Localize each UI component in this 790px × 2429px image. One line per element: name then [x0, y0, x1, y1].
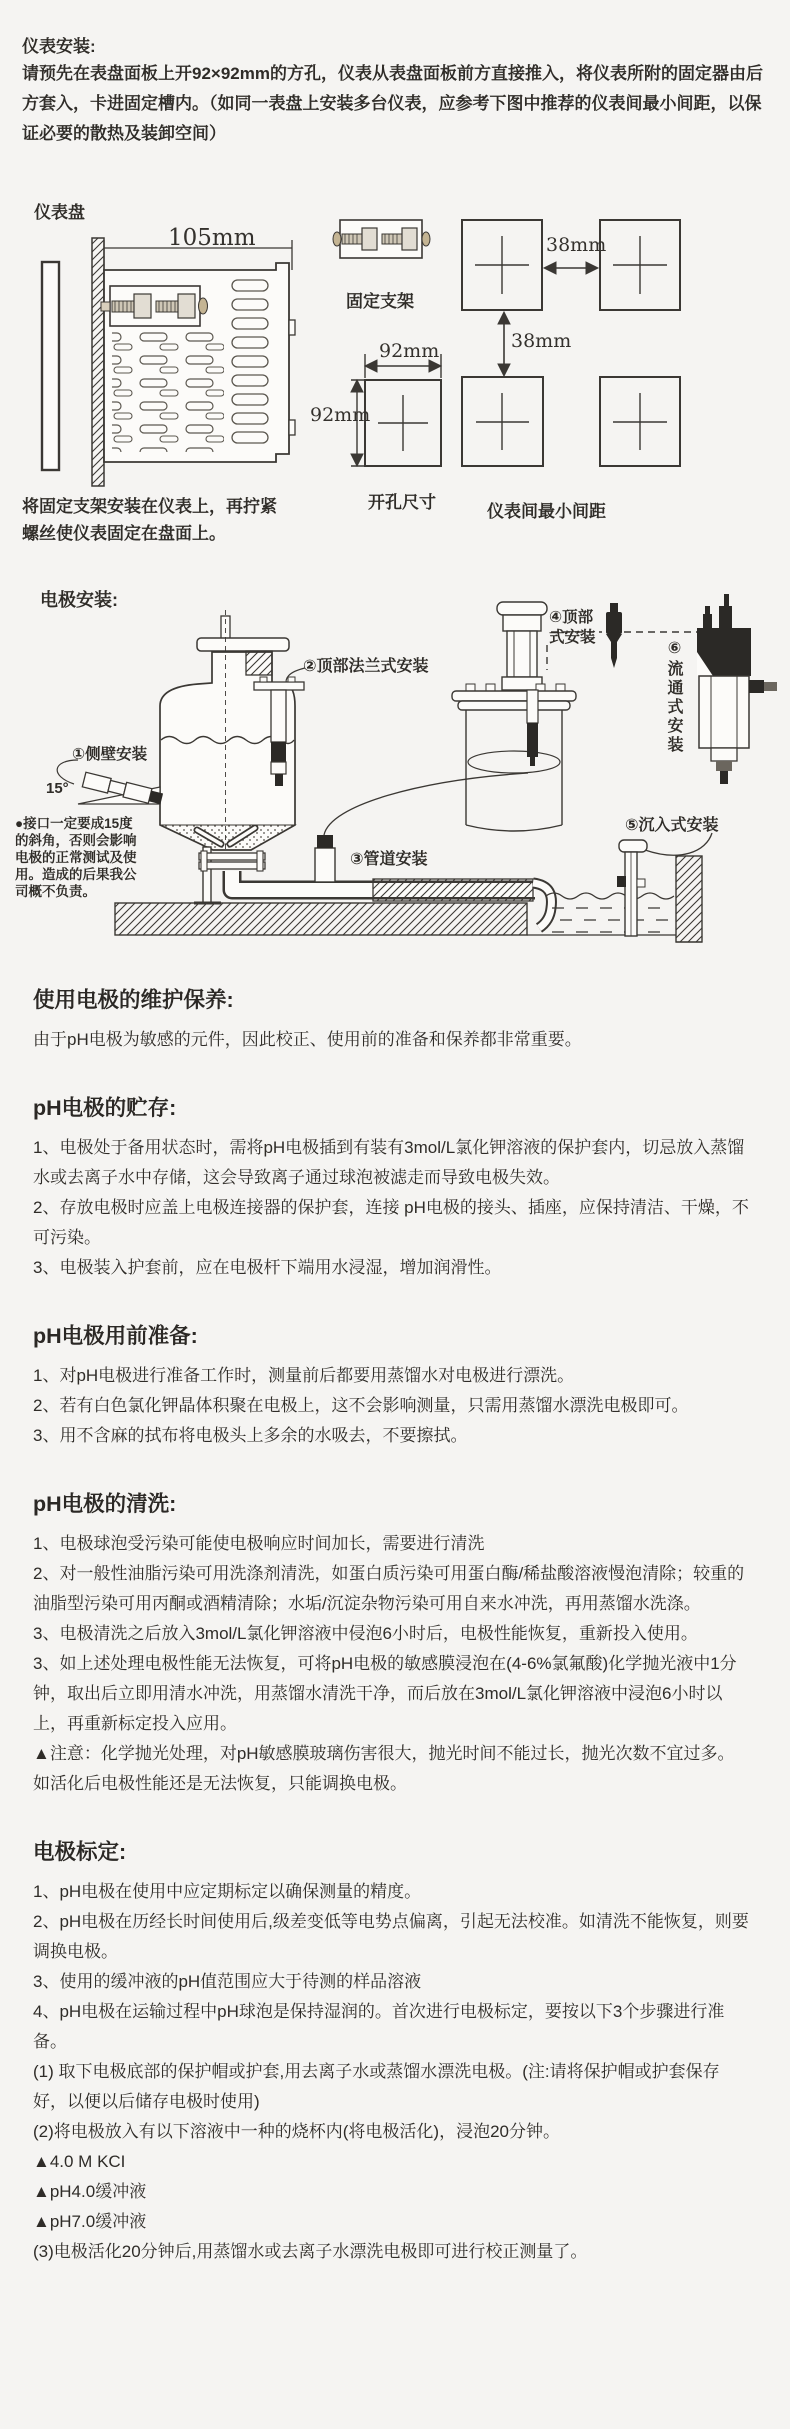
- side-wall-electrode: [57, 760, 163, 806]
- dim-38mm-h-label: 38mm: [546, 234, 607, 256]
- section-heading: pH电极的贮存:: [33, 1096, 177, 1120]
- section-calibration: [33, 1835, 749, 2267]
- panel-label: 仪表盘: [34, 203, 85, 222]
- list-item: 3、使用的缓冲液的pH值范围应大于待测的样品溶液: [33, 1972, 422, 1991]
- list-item: 3、电极清洗之后放入3mol/L氯化钾溶液中侵泡6小时后，电极性能恢复，重新投入使用。: [33, 1624, 698, 1643]
- label-side-wall: ①侧壁安装: [72, 746, 148, 763]
- spare-electrode: [606, 603, 622, 668]
- label-top-flange: ②顶部法兰式安装: [303, 658, 429, 675]
- list-item: ▲pH4.0缓冲液: [33, 2182, 147, 2201]
- list-item: 2、pH电极在历经长时间使用后,级差变低等电势点偏离，引起无法校准。如清洗不能恢复，则要调换电极。: [33, 1912, 749, 1961]
- list-item: (1) 取下电极底部的保护帽或护套,用去离子水或蒸馏水漂洗电极。(注:请将保护帽或护套保存好，以便以后储存电极时使用): [33, 2062, 720, 2111]
- list-item: 2、对一般性油脂污染可用洗涤剂清洗，如蛋白质污染可用蛋白酶/稀盐酸溶液慢泡清除；较重的油脂型污染可用丙酮或酒精清除；水垢/沉淀杂物污染可用自来水冲洗，再用蒸馏水洗涤。: [33, 1564, 745, 1613]
- angle-warning-line3: 电极的正常测试及使: [15, 850, 137, 865]
- section-heading: pH电极的清洗:: [33, 1492, 177, 1516]
- list-item: 1、pH电极在使用中应定期标定以确保测量的精度。: [33, 1882, 422, 1901]
- install-body: 请预先在表盘面板上开92×92mm的方孔，仪表从表盘面板前方直接推入，将仪表所附的固定器由后方套入，卡进固定槽内。（如同一表盘上安装多台仪表，应参考下图中推荐的仪表间最小间距，以保证必要的散热及装卸空间）: [22, 64, 763, 143]
- section-storage: [33, 1091, 749, 1283]
- spacing-caption: 仪表间最小间距: [487, 502, 606, 521]
- dim-105mm-label: 105mm: [168, 225, 256, 251]
- section-preparation: [33, 1319, 749, 1451]
- list-item: 1、电极球泡受污染可能使电极响应时间加长，需要进行清洗: [33, 1534, 485, 1553]
- list-item: 1、电极处于备用状态时，需将pH电极插到有装有3mol/L氯化钾溶液的保护套内，切忌放入蒸馏水或去离子水中存储，这会导致离子通过球泡被滤走而导致电极失效。: [33, 1138, 745, 1187]
- label-pipeline: ③管道安装: [350, 851, 428, 868]
- list-item: (3)电极活化20分钟后,用蒸馏水或去离子水漂洗电极即可进行校正测量了。: [33, 2242, 588, 2261]
- hole-caption: 开孔尺寸: [368, 493, 436, 512]
- bracket-on-meter: [101, 286, 208, 326]
- label-angle-15: 15°: [46, 780, 69, 797]
- dim-38mm-vertical: [498, 312, 510, 376]
- angle-warning-line4: 用。造成的后果我公: [15, 867, 137, 882]
- section-cleaning: [33, 1487, 749, 1799]
- list-item: (2)将电极放入有以下溶液中一种的烧杯内(将电极活化)，浸泡20分钟。: [33, 2122, 561, 2141]
- label-submersible: ⑤沉入式安装: [625, 817, 719, 834]
- dim-92mm-v-label: 92mm: [310, 404, 371, 426]
- label-flow-through: ⑥流通式安装: [665, 638, 682, 755]
- list-item: 1、对pH电极进行准备工作时，测量前后都要用蒸馏水对电极进行漂洗。: [33, 1366, 575, 1385]
- section-heading: 电极标定:: [33, 1840, 127, 1864]
- section-maintenance: [33, 983, 749, 1055]
- electrode-heading: 电极安装:: [40, 590, 118, 610]
- list-item: ▲注意：化学抛光处理，对pH敏感膜玻璃伤害很大，抛光时间不能过长，抛光次数不宜过多。: [33, 1744, 735, 1763]
- list-item: 2、若有白色氯化钾晶体积聚在电极上，这不会影响测量，只需用蒸馏水漂洗电极即可。: [33, 1396, 689, 1415]
- angle-warning-line2: 的斜角，否则会影响: [15, 833, 137, 848]
- list-item: 如活化后电极性能还是无法恢复，只能调换电极。: [33, 1774, 407, 1793]
- text-sections: [33, 983, 749, 2267]
- electrode-install-diagram: [0, 590, 790, 962]
- bracket-note-line2: 螺丝使仪表固定在盘面上。: [22, 524, 226, 543]
- list-item: ▲pH7.0缓冲液: [33, 2212, 147, 2231]
- dim-38mm-v-label: 38mm: [511, 330, 572, 352]
- angle-warning-line1: ●接口一定要成15度: [15, 816, 133, 831]
- paragraph: 由于pH电极为敏感的元件，因此校正、使用前的准备和保养都非常重要。: [33, 1030, 582, 1049]
- bracket-note-line1: 将固定支架安装在仪表上，再拧紧: [22, 497, 277, 516]
- install-heading: 仪表安装:: [22, 37, 96, 56]
- dim-92mm-h-label: 92mm: [379, 340, 440, 362]
- bracket-label: 固定支架: [346, 292, 414, 311]
- section-heading: pH电极用前准备:: [33, 1324, 198, 1348]
- flow-cell: [697, 594, 777, 784]
- list-item: 4、pH电极在运输过程中pH球泡是保持湿润的。首次进行电极标定，要按以下3个步骤进行准备。: [33, 2002, 725, 2051]
- list-item: 3、电极装入护套前，应在电极杆下端用水浸湿，增加润滑性。: [33, 1258, 502, 1277]
- angle-warning-line5: 司概不负责。: [15, 884, 96, 899]
- label-top-mount-l1: ④顶部: [549, 609, 594, 626]
- list-item: 3、如上述处理电极性能无法恢复，可将pH电极的敏感膜浸泡在(4-6%氯氟酸)化学抛光液中1分钟，取出后立即用清水冲洗，用蒸馏水清洗干净，而后放在3mol/L氯化钾溶液中浸泡6小时以上，再重新标定投入应用。: [33, 1654, 737, 1733]
- section-heading: 使用电极的维护保养:: [33, 988, 234, 1012]
- list-item: 3、用不含麻的拭布将电极头上多余的水吸去，不要擦拭。: [33, 1426, 468, 1445]
- meter-side-view: [42, 238, 295, 486]
- fixing-bracket: [333, 220, 430, 258]
- dim-38mm-horizontal: [544, 262, 598, 274]
- list-item: ▲4.0 M KCI: [33, 2152, 126, 2171]
- label-top-mount-l2: 式安装: [549, 629, 596, 646]
- list-item: 2、存放电极时应盖上电极连接器的保护套，连接 pH电极的接头、插座，应保持清洁、干燥，不可污染。: [33, 1198, 749, 1247]
- panel-install-diagram: [0, 192, 790, 564]
